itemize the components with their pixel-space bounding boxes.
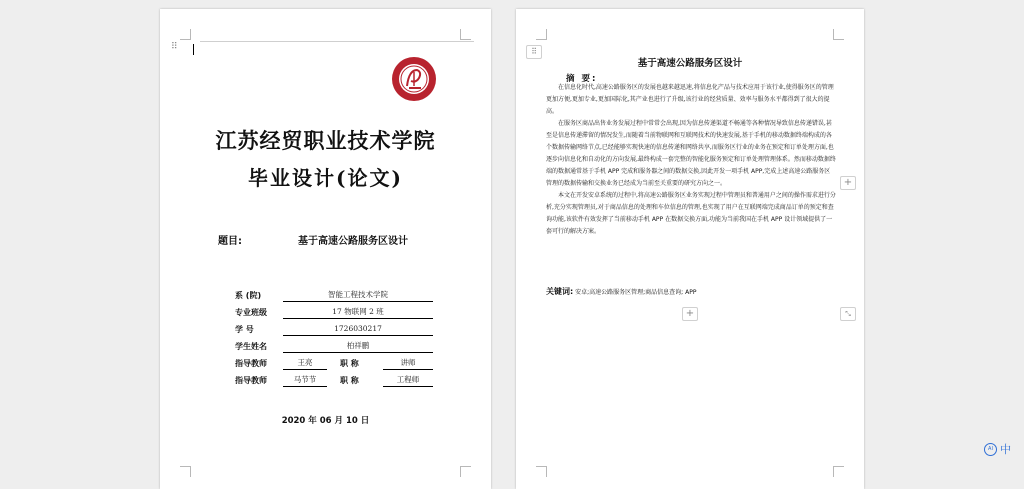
- class-value: 17 物联网 2 班: [283, 306, 433, 319]
- drag-handle-icon[interactable]: ⠿: [526, 45, 542, 59]
- thesis-type: 毕业设计(论文): [248, 166, 403, 190]
- ai-assistant-button[interactable]: [981, 440, 1024, 460]
- collapse-icon[interactable]: ⤡: [840, 307, 856, 321]
- abstract-label: 摘 要:: [566, 74, 598, 84]
- title-label: 职 称: [340, 359, 359, 368]
- topic-label: 题目:: [218, 236, 242, 247]
- info-row-dept: [235, 287, 435, 304]
- student-info-table: [235, 287, 435, 389]
- page-corner-mark: [180, 466, 191, 477]
- ai-assistant-label: 中: [1000, 443, 1011, 456]
- school-name: 江苏经贸职业技术学院: [215, 128, 436, 153]
- abstract-paragraph: 在信息化时代,高速公路服务区的发展也越来越迅速,将信息化产品与技术应用于该行业,使得服务区的管理更加方便,更加专业,更加国际化,其产业也进行了升级,该行业的经营质量、效率与服务水平都得到了很大的提高。: [546, 84, 834, 115]
- title-value: 讲师: [383, 357, 433, 370]
- ai-assistant-icon: AI: [984, 443, 997, 456]
- header-line: [200, 41, 474, 42]
- keywords: [546, 286, 696, 297]
- abstract-page-title: 基于高速公路服务区设计: [637, 58, 743, 69]
- dept-value: 智能工程技术学院: [283, 289, 433, 302]
- info-row-id: [235, 321, 435, 338]
- page-corner-mark: [833, 29, 844, 40]
- add-block-button[interactable]: +: [682, 307, 698, 321]
- text-cursor: [193, 44, 194, 55]
- page-corner-mark: [460, 29, 471, 40]
- info-row-class: [235, 304, 435, 321]
- id-label: 学 号: [235, 325, 254, 334]
- page-corner-mark: [833, 466, 844, 477]
- cover-date: 2020 年 06 月 10 日: [281, 416, 370, 426]
- info-row-name: [235, 338, 435, 355]
- keywords-label: 关键词:: [546, 287, 574, 296]
- page-corner-mark: [180, 29, 191, 40]
- page-corner-mark: [536, 466, 547, 477]
- topic-value: 基于高速公路服务区设计: [298, 236, 408, 247]
- advisor-value: 马节节: [283, 374, 327, 387]
- add-block-button[interactable]: +: [840, 176, 856, 190]
- info-row-advisor-1: [235, 355, 435, 372]
- advisor-label: 指导教师: [235, 376, 267, 385]
- info-row-advisor-2: [235, 372, 435, 389]
- drag-handle-icon[interactable]: ⠿: [171, 42, 178, 52]
- title-label: 职 称: [340, 376, 359, 385]
- cover-page: [160, 9, 491, 489]
- advisor-value: 王亮: [283, 357, 327, 370]
- advisor-label: 指导教师: [235, 359, 267, 368]
- class-label: 专业班级: [235, 308, 267, 317]
- abstract-page: [516, 9, 864, 489]
- id-value: 1726030217: [283, 323, 433, 336]
- page-corner-mark: [460, 466, 471, 477]
- keywords-value: 安卓;高速公路服务区管理;商品信息查询; APP: [575, 289, 697, 296]
- abstract-body: [546, 82, 836, 238]
- name-label: 学生姓名: [235, 342, 267, 351]
- abstract-paragraph: 本文在开发安卓系统的过程中,将高速公路服务区业务实现过程中管理员和普通用户之间的操作需求进行分析,充分实现管理员,对于商品信息的处理和车位信息的管理,也实现了用户在互联网端完成商品订单的预定和查询功能,该软件有效发挥了当前移动手机 APP 在数据交换方面,功能为当前我国在手机 APP 设计领域提供了一套可行的解决方案。: [546, 192, 836, 235]
- page-corner-mark: [536, 29, 547, 40]
- school-seal-logo: [391, 56, 437, 102]
- title-value: 工程师: [383, 374, 433, 387]
- dept-label: 系 (院): [235, 291, 262, 300]
- abstract-paragraph: 在服务区商品出售业务发展过程中常常会出现,因为信息传递渠道不畅通等各种情况导致信息传递错误,甚至是信息传递滞留的情况发生,而随着当前物联网和互联网技术的快速发展,基于手机的移动数据终端构成的各个数据传输网络节点,已经能够实现快速的信息传递和网络共享,而服务区行业的业务在预定和订单处理方面,也逐步向信息化和自动化的方向发展,最终构成一套完整的智能化服务预定和订单处理管理体系。然而移动数据终端的数据通常基于手机 APP 完成和服务器之间的数据交换,因此开发一项手机 APP,完成上述高速公路服务区管理的数据传输和交换业务已经成为当前至关重要的研究方向之一。: [546, 120, 836, 187]
- name-value: 柏祥鹏: [283, 340, 433, 353]
